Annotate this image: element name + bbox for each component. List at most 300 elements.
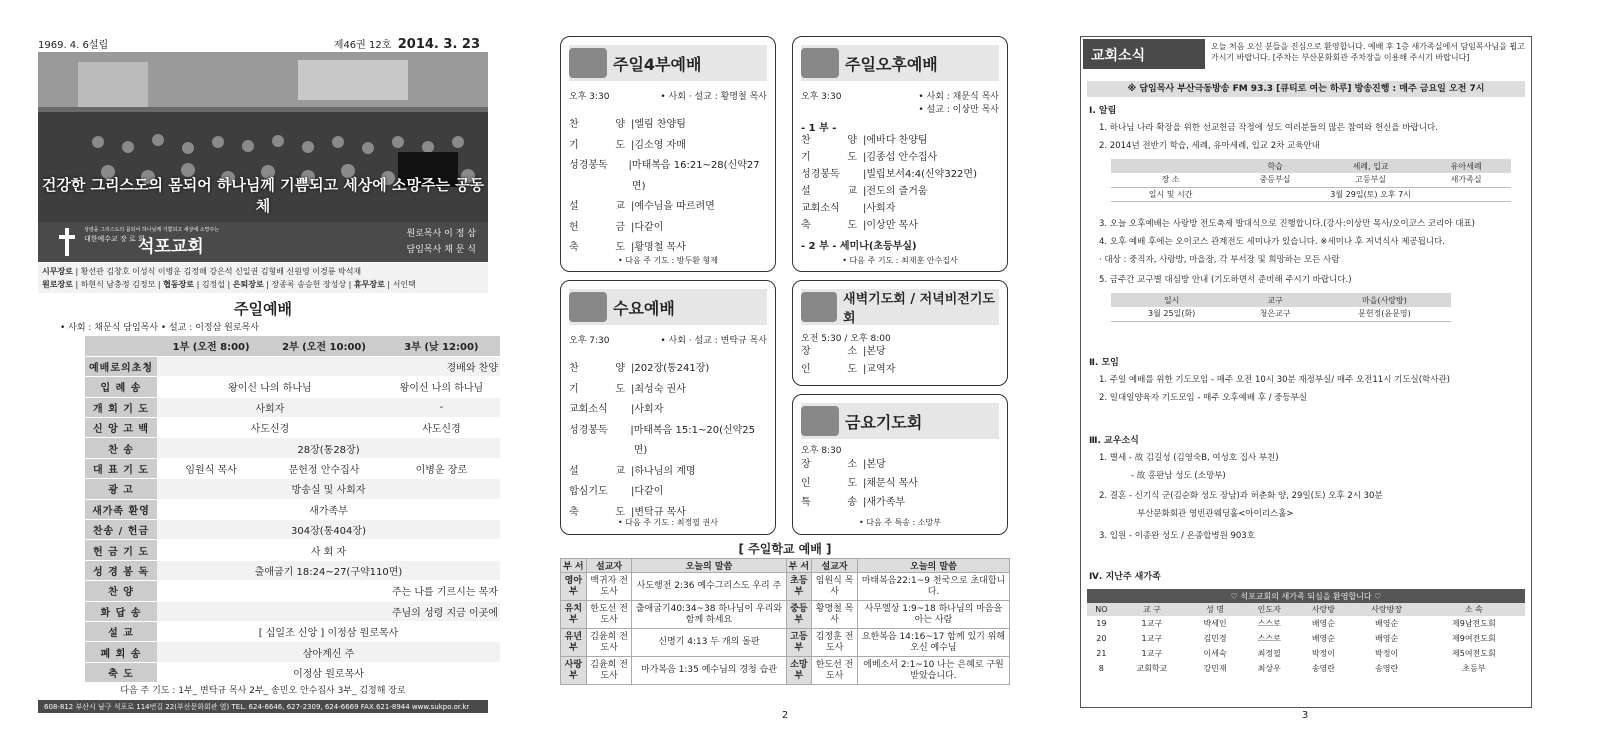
service-order-label: 기 도 bbox=[569, 139, 625, 151]
table-cell: 8 bbox=[1098, 664, 1104, 673]
table-cell: 중등부실 bbox=[1230, 173, 1320, 187]
wednesday-service-box bbox=[560, 280, 776, 535]
announcement-1: 1. 하나님 나라 확장을 위한 선교헌금 작정에 성도 여러분들의 많은 참여와 헌신을 바랍니다. bbox=[1099, 123, 1438, 133]
page-number: 2 bbox=[781, 710, 789, 721]
service-1-value: 임원식 목사 bbox=[157, 458, 265, 478]
sunday-service-order-table bbox=[85, 336, 500, 683]
service-order-label: 합심기도 bbox=[569, 486, 608, 497]
service-order-list bbox=[569, 359, 767, 523]
elders-retired-label: 은퇴장로 bbox=[232, 280, 264, 289]
service-row bbox=[85, 540, 500, 560]
table-row bbox=[1111, 187, 1511, 201]
service-row bbox=[85, 377, 500, 397]
service-order-row bbox=[801, 183, 999, 200]
table-cell: 중등부 bbox=[786, 601, 812, 629]
table-cell: 1교구 bbox=[1141, 619, 1163, 628]
table-cell: 김윤희 전도사 bbox=[586, 657, 632, 685]
service-order-label: 설 교 bbox=[569, 465, 625, 477]
next-week-prayer: • 다음 주 기도 : 최정필 권사 bbox=[618, 518, 718, 527]
service-row bbox=[85, 621, 500, 641]
sunday-4th-service-box bbox=[560, 36, 776, 272]
table-cell: 고등부 bbox=[786, 629, 812, 657]
service-3-value: 주는 나를 기르시는 목자 bbox=[265, 581, 500, 601]
service-order-row bbox=[801, 343, 999, 361]
box-title: 새벽기도회 / 저녁비전기도회 bbox=[843, 292, 995, 326]
service-order-value: 김소영 자매 bbox=[634, 139, 686, 151]
service-order-label: 인 도 bbox=[801, 478, 857, 489]
service-order-value: 채문식 목사 bbox=[866, 478, 918, 489]
elders-cooperating-label: 협동장로 bbox=[163, 280, 195, 289]
bulletin-page-2 bbox=[560, 0, 1030, 755]
service-order-value: 하나님의 계명 bbox=[634, 465, 696, 477]
service-row bbox=[85, 662, 500, 682]
box-info bbox=[569, 89, 767, 102]
table-cell: 3월 29일(토) 오후 7시 bbox=[1230, 187, 1511, 201]
welcome-note: 오늘 처음 오신 분들을 진심으로 환영합니다. 예배 후 1층 새가족실에서 담임목사님을 뵙고 가시기 바랍니다. [주차는 부산문화회관 주차장을 이용해 주시기 바랍니다] bbox=[1211, 42, 1525, 62]
service-1-2-value: 사도신경 bbox=[157, 418, 383, 438]
all-services-value: 방송실 및 사회자 bbox=[157, 479, 500, 499]
box-title: 수요예배 bbox=[613, 298, 675, 318]
congregation-photo bbox=[38, 52, 488, 222]
church-name: 석포교회 bbox=[138, 237, 204, 257]
service-order-list bbox=[801, 343, 999, 379]
service-item-label: 새가족 환영 bbox=[85, 499, 157, 519]
service-row bbox=[85, 397, 500, 417]
service-preacher: • 설교 : 이상만 목사 bbox=[918, 105, 999, 115]
service-item-label: 입 례 송 bbox=[85, 377, 157, 397]
column-header: 설교자 bbox=[812, 559, 858, 573]
service-order-row bbox=[801, 132, 999, 149]
separator: | bbox=[631, 383, 635, 395]
friday-prayer-box bbox=[792, 394, 1008, 535]
box-header bbox=[569, 289, 767, 325]
service-order-row bbox=[569, 136, 767, 157]
service-item-label: 찬 송 bbox=[85, 438, 157, 458]
separator: | bbox=[863, 478, 867, 489]
table-cell: 사랑부 bbox=[561, 657, 587, 685]
praying-hands-icon bbox=[801, 292, 837, 322]
service-1-2-value: 왕이신 나의 하나님 bbox=[157, 377, 383, 397]
service-row bbox=[85, 642, 500, 662]
separator: | bbox=[863, 203, 867, 214]
table-row bbox=[1087, 661, 1525, 676]
service-3-value: 주님의 성령 지금 이곳에 bbox=[265, 601, 500, 621]
all-services-value: 28장(통28장) bbox=[157, 438, 500, 458]
service-order-label: 성경봉독 bbox=[801, 169, 840, 180]
all-services-value: 삼아계신 주 bbox=[157, 642, 500, 662]
service-3-value: 사도신경 bbox=[383, 418, 500, 438]
table-cell: 송영란 bbox=[1375, 664, 1399, 673]
table-cell: 초등부 bbox=[786, 573, 812, 601]
service-order-row bbox=[569, 380, 767, 401]
service-order-value: 김종섭 안수집사 bbox=[866, 152, 938, 163]
separator: | bbox=[631, 465, 635, 477]
service-order-value: 예수님을 따르려면 bbox=[634, 201, 715, 212]
table-cell: 이세숙 bbox=[1203, 649, 1227, 658]
service-order-value: 최성숙 권사 bbox=[634, 383, 686, 395]
service-order-label: 장 소 bbox=[801, 459, 857, 470]
announcement-5: 5. 금주간 교구별 대심방 안내 (기도하면서 준비해 주시기 바랍니다.) bbox=[1099, 275, 1352, 285]
service-order-label: 헌 금 bbox=[569, 221, 625, 233]
elders-emeritus: 하현식 남충정 김정모 bbox=[80, 280, 156, 289]
table-cell: 김정훈 전도사 bbox=[812, 629, 858, 657]
service-order-row bbox=[801, 493, 999, 512]
elders-active: 황선관 김창호 이성식 이병운 김정해 강은석 신일권 김형배 신원영 이경룡 박석재 bbox=[80, 267, 362, 276]
elders-retired: 장종록 송승헌 장성상 bbox=[271, 280, 347, 289]
service-leader: • 사회 · 설교 : 황명철 목사 bbox=[660, 92, 767, 102]
service-order-row bbox=[801, 200, 999, 217]
table-cell: 박세인 bbox=[1203, 619, 1227, 628]
founded-date: 1969. 4. 6설립 bbox=[38, 40, 109, 51]
table-cell: 20 bbox=[1096, 634, 1107, 643]
news-header: 교회소식 bbox=[1083, 39, 1205, 69]
table-cell: 마가복음 1:35 예수님의 경청 습관 bbox=[632, 657, 786, 685]
box-info bbox=[801, 89, 999, 102]
table-cell: 문헌정(윤문영) bbox=[1318, 307, 1451, 321]
service-order-value: 에바다 찬양팀 bbox=[866, 135, 928, 146]
elders-emeritus-label: 원로장로 bbox=[42, 280, 73, 289]
table-header-row bbox=[1111, 159, 1511, 173]
all-services-value: 304장(통404장) bbox=[157, 520, 500, 540]
table-cell: 에베소서 2:1~10 나는 은혜로 구원 받았습니다. bbox=[857, 657, 1009, 685]
service-order-value: 교역자 bbox=[866, 364, 896, 375]
bulletin-page-3 bbox=[1089, 0, 1570, 755]
column-header: 교구 bbox=[1232, 293, 1317, 307]
part-1-label: - 1 부 - bbox=[801, 123, 837, 134]
service-order-label: 성경봉독 bbox=[569, 424, 608, 436]
table-cell: 제5여전도회 bbox=[1452, 649, 1496, 658]
church-address-footer: 608-812 부산시 남구 석포로 114번길 22(부산문화회관 옆) TEL. 624-6646, 627-2309, 624-6669 FAX.621-8944 www.sukpo.or.kr bbox=[38, 700, 488, 713]
service-item-label: 축 도 bbox=[85, 662, 157, 682]
section-new-family: Ⅳ. 지난주 새가족 bbox=[1089, 572, 1161, 582]
column-header: 일시 bbox=[1111, 293, 1232, 307]
service-order-label: 찬 양 bbox=[569, 363, 625, 374]
column-header: 인도자 bbox=[1242, 603, 1296, 616]
service-order-row bbox=[801, 166, 999, 183]
service-time: 오후 8:30 bbox=[801, 446, 842, 456]
table-cell: 박정이 bbox=[1375, 649, 1399, 658]
box-title: 주일오후예배 bbox=[845, 54, 938, 74]
news-hospital: 3. 입원 - 이종완 성도 / 온종합병원 903호 bbox=[1099, 531, 1255, 541]
service-order-value: 202장(통241장) bbox=[634, 363, 710, 374]
elders-leave: 서인택 bbox=[392, 280, 416, 289]
service-order-value: 이상만 목사 bbox=[866, 220, 918, 231]
bible-icon bbox=[569, 48, 607, 78]
bulletin-page-1 bbox=[30, 0, 500, 755]
next-week-special-song: • 다음 주 특송 : 소망부 bbox=[859, 518, 941, 527]
volume: 제46권 12호 bbox=[333, 40, 392, 51]
table-caption-row bbox=[1087, 589, 1525, 603]
separator: | bbox=[631, 221, 635, 233]
service-leader: • 사회 · 설교 : 변탁규 목사 bbox=[660, 336, 767, 346]
separator: | bbox=[863, 364, 867, 375]
table-cell: 1교구 bbox=[1141, 649, 1163, 658]
table-header-row bbox=[561, 559, 1010, 573]
table-row bbox=[1111, 307, 1451, 321]
table-row bbox=[1111, 173, 1511, 187]
news-funeral-2: - 故 홍판남 성도 (소망부) bbox=[1131, 471, 1226, 481]
church-name-band bbox=[38, 222, 488, 262]
new-family-table bbox=[1087, 589, 1525, 676]
service-order-row bbox=[569, 197, 767, 218]
column-header: 부 서 bbox=[786, 559, 812, 573]
table-row bbox=[1087, 631, 1525, 646]
separator: | bbox=[631, 201, 635, 212]
announcement-4-target: · 대상 : 중직자, 사랑방, 마을장, 각 부서장 및 희망하는 모든 사람 bbox=[1099, 255, 1340, 265]
denomination-line-1: 성령을 그리스도의 몸되어 하나님께 기쁨되고 세상에 소망주는 bbox=[84, 227, 220, 233]
table-row bbox=[561, 601, 1010, 629]
service-row bbox=[85, 418, 500, 438]
sunday-school-table bbox=[560, 558, 1010, 685]
worship-leaders: • 사회 : 채문식 담임목사 • 설교 : 이정삼 원로목사 bbox=[60, 323, 259, 333]
table-cell: 사무엘상 1:9~18 하나님의 마음을 아는 사람 bbox=[857, 601, 1009, 629]
meeting-2: 2. 일대일양육자 기도모임 - 매주 오후예배 후 / 중등부실 bbox=[1099, 393, 1308, 403]
service-order-row bbox=[569, 462, 767, 483]
section-meetings: Ⅱ. 모임 bbox=[1089, 358, 1119, 368]
table-cell: 배영순 bbox=[1311, 619, 1335, 628]
box-header bbox=[569, 45, 767, 81]
service-3-value: 왕이신 나의 하나님 bbox=[383, 377, 500, 397]
table-cell: 김민경 bbox=[1203, 634, 1227, 643]
separator: | bbox=[631, 404, 635, 415]
table-cell: 임원식 목사 bbox=[812, 573, 858, 601]
box-info bbox=[569, 333, 767, 346]
table-cell: 유년부 bbox=[561, 629, 587, 657]
table-row bbox=[561, 629, 1010, 657]
column-header: 부 서 bbox=[561, 559, 587, 573]
service-order-list bbox=[801, 132, 999, 234]
column-header bbox=[1111, 159, 1230, 173]
separator: | bbox=[863, 186, 867, 197]
service-time: 오전 5:30 / 오후 8:00 bbox=[801, 334, 891, 344]
table-cell: 제9여전도회 bbox=[1452, 634, 1496, 643]
table-cell: 유치부 bbox=[561, 601, 587, 629]
service-item-label: 성 경 봉 독 bbox=[85, 560, 157, 580]
service-order-row bbox=[569, 359, 767, 380]
table-cell: 소망부 bbox=[786, 657, 812, 685]
separator: | bbox=[863, 497, 867, 508]
service-order-row bbox=[569, 421, 767, 462]
service-item-label: 대 표 기 도 bbox=[85, 458, 157, 478]
table-cell: 백귀자 전도사 bbox=[586, 573, 632, 601]
table-header-row bbox=[1111, 293, 1451, 307]
service-order-list bbox=[569, 115, 767, 259]
service-item-label: 헌 금 기 도 bbox=[85, 540, 157, 560]
service-order-row bbox=[569, 482, 767, 503]
table-cell: 한도선 전도사 bbox=[812, 657, 858, 685]
service-item-label: 설 교 bbox=[85, 621, 157, 641]
service-order-label: 설 교 bbox=[801, 186, 857, 197]
table-cell: 1교구 bbox=[1141, 634, 1163, 643]
service-order-label: 성경봉독 bbox=[569, 160, 608, 171]
education-table bbox=[1111, 159, 1511, 202]
service-order-value: 새가족부 bbox=[866, 497, 906, 508]
service-order-row bbox=[801, 474, 999, 493]
service-item-label: 화 답 송 bbox=[85, 601, 157, 621]
all-services-value: 이정삼 원로목사 bbox=[157, 662, 500, 682]
table-cell: 장 소 bbox=[1111, 173, 1230, 187]
elders-cooperating: 김정섭 bbox=[201, 280, 226, 289]
table-cell: 배영순 bbox=[1375, 634, 1399, 643]
table-cell: 일시 및 시간 bbox=[1111, 187, 1230, 201]
service-1-2-value: 사회자 bbox=[157, 397, 383, 417]
column-header: 세례, 입교 bbox=[1320, 159, 1421, 173]
service-order-row bbox=[569, 115, 767, 136]
service-row bbox=[85, 520, 500, 540]
service-order-value: 다같이 bbox=[634, 221, 664, 233]
service-order-label: 축 도 bbox=[801, 220, 857, 231]
table-cell: 김윤희 전도사 bbox=[586, 629, 632, 657]
part-2-label: - 2 부 - 세미나(초등부실) bbox=[801, 241, 917, 252]
table-cell: 교회학교 bbox=[1136, 664, 1168, 673]
table-row bbox=[561, 573, 1010, 601]
separator: | bbox=[863, 135, 867, 146]
service-order-label: 장 소 bbox=[801, 346, 857, 357]
service-row bbox=[85, 499, 500, 519]
service-order-label: 기 도 bbox=[569, 383, 625, 395]
service-1-2-value bbox=[157, 356, 265, 376]
table-row bbox=[1087, 616, 1525, 631]
radio-banner: ※ 담임목사 부산극동방송 FM 93.3 [큐티로 여는 하루] 방송진행 : 매주 금요일 오전 7시 bbox=[1087, 81, 1525, 97]
table-cell: 스스로 bbox=[1257, 634, 1281, 643]
announcement-3: 3. 오늘 오후예배는 사랑방 전도축제 발대식으로 진행합니다.(강사:이상만 목사/오이코스 코리아 대표) bbox=[1099, 219, 1475, 229]
service-item-label: 예배로의초청 bbox=[85, 356, 157, 376]
service-row bbox=[85, 479, 500, 499]
service-order-label: 교회소식 bbox=[569, 404, 608, 415]
service-1-2-value bbox=[157, 581, 265, 601]
service-order-list bbox=[801, 455, 999, 512]
service-order-value: 마태복음 16:21~28(신약27면) bbox=[631, 160, 760, 192]
page-number: 3 bbox=[1301, 710, 1309, 721]
separator: | bbox=[631, 486, 635, 497]
table-cell: 강민재 bbox=[1203, 664, 1227, 673]
table-cell: 마태복음22:1~9 천국으로 초대합니다. bbox=[857, 573, 1009, 601]
column-header: 소 속 bbox=[1423, 603, 1525, 616]
service-row bbox=[85, 581, 500, 601]
table-cell: 19 bbox=[1096, 619, 1107, 628]
table-cell: 배영순 bbox=[1375, 619, 1399, 628]
senior-pastor-emeritus: 원로목사 이 정 삼 bbox=[406, 229, 476, 239]
separator: | bbox=[863, 169, 867, 180]
next-week-prayer: 다음 주 기도 : 1부_ 변탁규 목사 2부_ 송민오 안수집사 3부_ 김정해 장로 bbox=[120, 686, 406, 696]
church-news-frame bbox=[1080, 36, 1532, 708]
news-funeral: 1. 별세 - 故 김길성 (김영숙B, 여성호 집사 부친) bbox=[1099, 453, 1279, 463]
cross-icon bbox=[58, 228, 76, 256]
table-cell: 제9남전도회 bbox=[1452, 619, 1496, 628]
table-cell: 21 bbox=[1096, 649, 1107, 658]
service-order-row bbox=[801, 455, 999, 474]
service-time: 오후 3:30 bbox=[569, 92, 610, 102]
table-cell: 황명철 목사 bbox=[812, 601, 858, 629]
news-wedding: 2. 결혼 - 신기식 군(김순화 성도 장남)과 허춘화 양, 29일(토) 오후 2시 30분 bbox=[1099, 491, 1383, 501]
dawn-prayer-box bbox=[792, 280, 1008, 386]
service-item-label: 폐 회 송 bbox=[85, 642, 157, 662]
service-order-value: 빌립보서4:4(신약322면) bbox=[866, 169, 977, 180]
service-order-value: 전도의 즐거움 bbox=[866, 186, 928, 197]
service-item-label: 개 회 기 도 bbox=[85, 397, 157, 417]
service-row bbox=[85, 560, 500, 580]
bible-icon bbox=[801, 48, 839, 78]
service-order-label: 찬 양 bbox=[569, 119, 625, 130]
dove-icon bbox=[801, 406, 839, 436]
visitation-table bbox=[1111, 293, 1451, 322]
denomination-line-2: 대한예수교 장 로 회 bbox=[84, 235, 145, 243]
fish-icon bbox=[569, 292, 607, 322]
service-order-row bbox=[801, 361, 999, 379]
separator: | bbox=[631, 363, 635, 374]
table-cell: 영아부 bbox=[561, 573, 587, 601]
all-services-value: [ 십일조 신앙 ] 이정삼 원로목사 bbox=[157, 621, 500, 641]
service-order-label: 인 도 bbox=[801, 364, 857, 375]
service-order-value: 사회자 bbox=[866, 203, 896, 214]
service-row bbox=[85, 356, 500, 376]
service-order-label: 축 도 bbox=[569, 242, 625, 253]
column-header: 설교자 bbox=[586, 559, 632, 573]
senior-pastor: 담임목사 채 문 식 bbox=[406, 245, 476, 255]
service-3-header: 3부 (낮 12:00) bbox=[383, 336, 500, 356]
announcement-2: 2. 2014년 전반기 학습, 세례, 유아세례, 입교 2차 교육안내 bbox=[1099, 141, 1320, 151]
elders-active-label: 시무장로 bbox=[42, 267, 73, 276]
table-cell: 3월 25일(화) bbox=[1111, 307, 1232, 321]
column-header: 유아세례 bbox=[1421, 159, 1511, 173]
separator: | bbox=[631, 119, 635, 130]
separator: | bbox=[631, 242, 635, 253]
service-order-value: 본당 bbox=[866, 346, 886, 357]
service-3-value: 경배와 찬양 bbox=[265, 356, 500, 376]
service-order-row bbox=[801, 217, 999, 234]
table-cell: 사도행전 2:36 예수그리스도 우리 주 bbox=[632, 573, 786, 601]
service-row bbox=[85, 458, 500, 478]
service-row bbox=[85, 438, 500, 458]
service-item-label: 찬송 / 헌금 bbox=[85, 520, 157, 540]
table-cell: 송영란 bbox=[1311, 664, 1335, 673]
table-cell: 초등부 bbox=[1462, 664, 1486, 673]
table-cell: 고등부실 bbox=[1320, 173, 1421, 187]
box-title: 주일4부예배 bbox=[613, 54, 702, 74]
service-item-label: 광 고 bbox=[85, 479, 157, 499]
next-week-prayer: • 다음 주 기도 : 최재훈 안수집사 bbox=[842, 256, 958, 265]
column-header: 오늘의 말씀 bbox=[857, 559, 1009, 573]
worship-title: 주일예배 bbox=[234, 300, 292, 318]
column-header: 사랑방 bbox=[1296, 603, 1350, 616]
table-cell: 청은교구 bbox=[1232, 307, 1317, 321]
service-order-value: 사회자 bbox=[634, 404, 664, 415]
sunday-school-title: [ 주일학교 예배 ] bbox=[738, 542, 832, 556]
service-2-header: 2부 (오전 10:00) bbox=[265, 336, 383, 356]
column-header: 학습 bbox=[1230, 159, 1320, 173]
service-1-2-value bbox=[157, 601, 265, 621]
separator: | bbox=[863, 459, 867, 470]
column-header: 성 명 bbox=[1188, 603, 1242, 616]
table-cell: 새가족실 bbox=[1421, 173, 1511, 187]
service-order-row bbox=[569, 400, 767, 421]
column-header: 마을(사랑방) bbox=[1318, 293, 1451, 307]
service-order-row bbox=[801, 149, 999, 166]
service-3-value: - bbox=[383, 397, 500, 417]
column-header: 교 구 bbox=[1116, 603, 1188, 616]
service-2-value: 문헌정 안수집사 bbox=[265, 458, 383, 478]
next-week-prayer: • 다음 주 기도 : 방두환 형제 bbox=[618, 256, 718, 265]
column-header: NO bbox=[1087, 603, 1116, 616]
box-title: 금요기도회 bbox=[845, 412, 923, 432]
service-order-label: 기 도 bbox=[801, 152, 857, 163]
service-item-label: 찬 양 bbox=[85, 581, 157, 601]
news-wedding-venue: 부산문화회관 영빈관웨딩홀<아이리스홀> bbox=[1137, 509, 1294, 519]
separator: | bbox=[631, 139, 635, 151]
separator: | bbox=[863, 220, 867, 231]
table-cell: 요한복음 14:16~17 함께 있기 위해 오신 예수님 bbox=[857, 629, 1009, 657]
box-header bbox=[801, 45, 999, 81]
